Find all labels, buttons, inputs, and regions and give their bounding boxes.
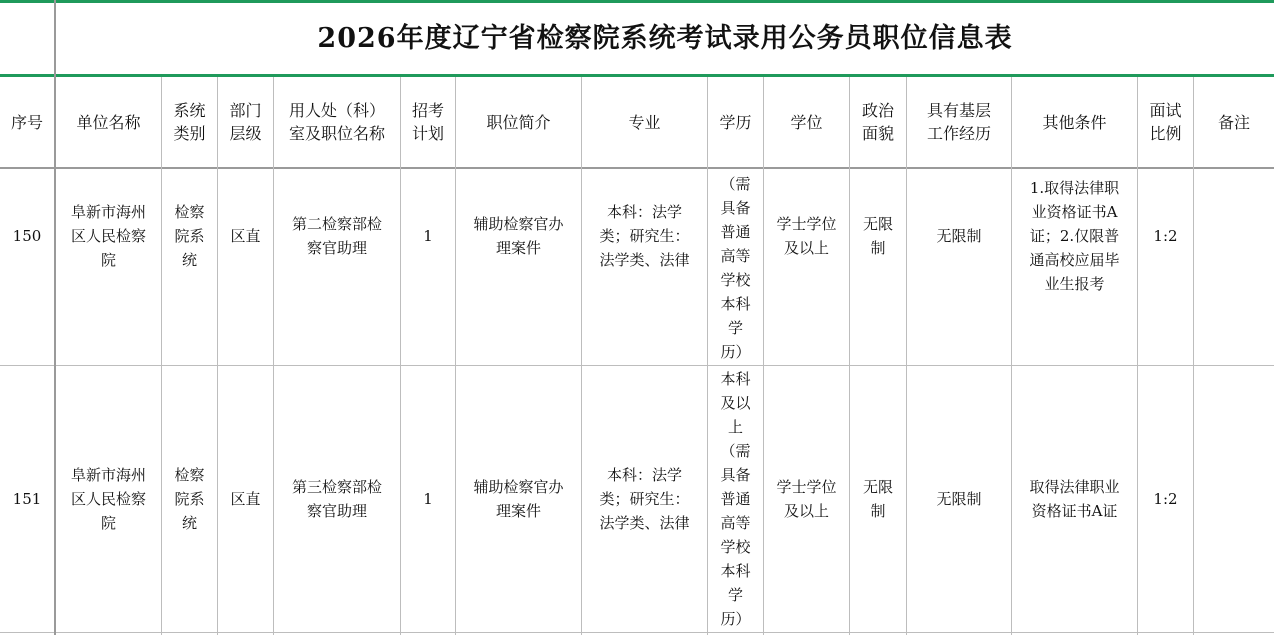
- header-political: 政治 面貌: [861, 101, 894, 143]
- header-education: 学历: [719, 112, 752, 132]
- cell-other: 1.取得法律职 业资格证书A 证；2.仅限普 通高校应届毕 业生报考: [1029, 179, 1120, 293]
- cell-experience: 无限制: [936, 227, 982, 245]
- cell-intro: 辅助检察官办 理案件: [473, 478, 564, 520]
- cell-dept-level: 区直: [230, 490, 261, 508]
- cell-remark: [1194, 366, 1274, 632]
- cell-degree: 学士学位 及以上: [776, 215, 837, 257]
- cell-intro: 辅助检察官办 理案件: [473, 215, 564, 257]
- cell-system: 检察 院系 统: [174, 466, 205, 532]
- cell-other: 取得法律职业 资格证书A证: [1029, 478, 1120, 520]
- header-position: 用人处（科） 室及职位名称: [288, 101, 385, 143]
- cell-seq: 150: [12, 227, 42, 245]
- cell-political: 无限 制: [862, 215, 893, 257]
- cell-ratio: 1:2: [1153, 227, 1178, 245]
- table-title: 2026年度辽宁省检察院系统考试录用公务员职位信息表: [317, 22, 1013, 54]
- header-unit: 单位名称: [76, 112, 141, 132]
- cell-system: 检察 院系 统: [174, 203, 205, 269]
- header-major: 专业: [628, 112, 661, 132]
- bottom-border: [0, 632, 1274, 633]
- cell-education: 本科 及以 上 （需 具备 普通 高等 学校 本科 学 历）: [720, 370, 751, 628]
- cell-experience: 无限制: [936, 490, 982, 508]
- header-dept-level: 部门 层级: [229, 101, 262, 143]
- cell-unit: 阜新市海州 区人民检察 院: [70, 466, 146, 532]
- cell-position: 第二检察部检 察官助理: [291, 215, 382, 257]
- header-other: 其他条件: [1042, 112, 1107, 132]
- header-intro: 职位简介: [486, 112, 551, 132]
- cell-political: 无限 制: [862, 478, 893, 520]
- cell-major: 本科：法学 类；研究生： 法学类、法律: [599, 203, 690, 269]
- header-system: 系统 类别: [173, 101, 206, 143]
- cell-plan: 1: [423, 227, 433, 245]
- cell-dept-level: 区直: [230, 227, 261, 245]
- cell-major: 本科：法学 类；研究生： 法学类、法律: [599, 466, 690, 532]
- header-degree: 学位: [790, 112, 823, 132]
- cell-seq: 151: [12, 490, 42, 508]
- header-remark: 备注: [1217, 112, 1250, 132]
- header-experience: 具有基层 工作经历: [926, 101, 991, 143]
- header-plan: 招考 计划: [411, 101, 444, 143]
- cell-education: （需 具备 普通 高等 学校 本科 学 历）: [720, 175, 751, 361]
- cell-degree: 学士学位 及以上: [776, 478, 837, 520]
- cell-unit: 阜新市海州 区人民检察 院: [70, 203, 146, 269]
- cell-plan: 1: [423, 490, 433, 508]
- cell-ratio: 1:2: [1153, 490, 1178, 508]
- header-ratio: 面试 比例: [1149, 101, 1182, 143]
- cell-position: 第三检察部检 察官助理: [291, 478, 382, 520]
- header-seq: 序号: [10, 112, 43, 132]
- cell-remark: [1194, 169, 1274, 303]
